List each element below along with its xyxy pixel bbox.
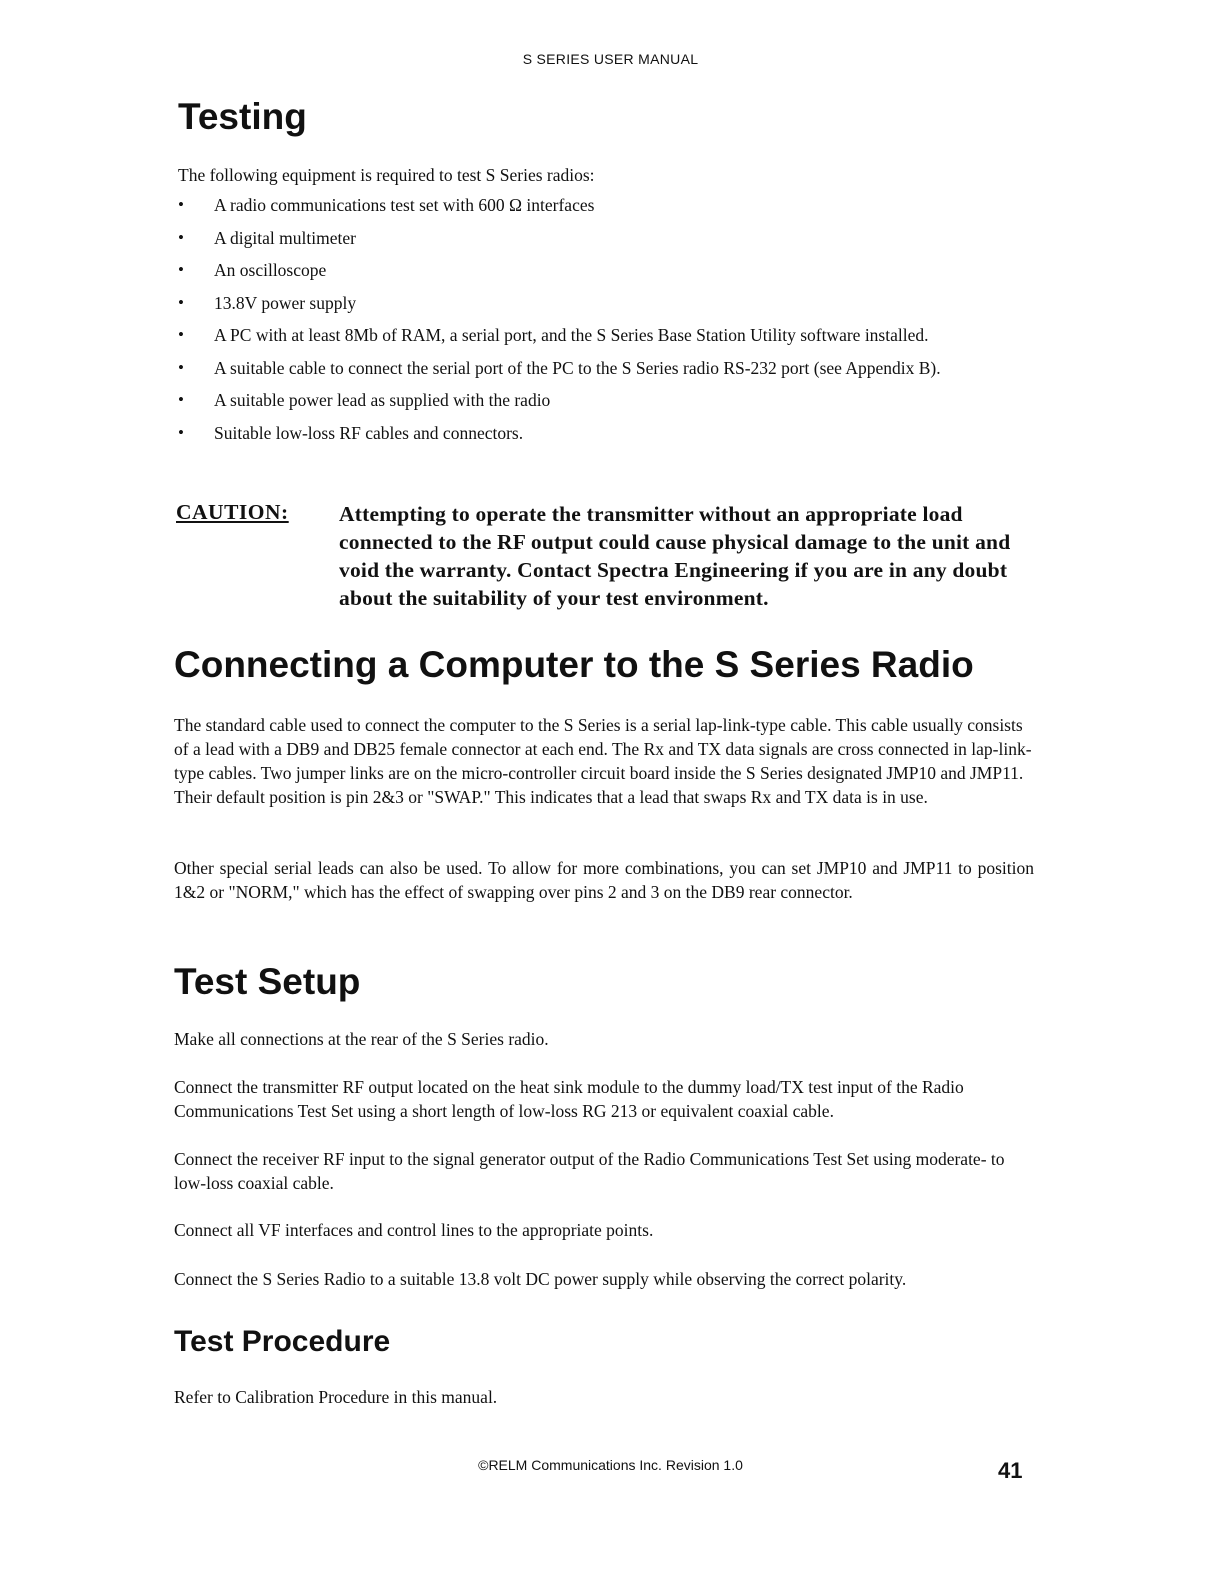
equipment-list <box>178 194 1038 454</box>
list-item-text: A digital multimeter <box>214 227 356 248</box>
bullet-icon: • <box>178 292 184 312</box>
setup-paragraph-2: Connect the transmitter RF output located on the heat sink module to the dummy load/TX test input of the Radio Communications Test Set using a short length of low-loss RG 213 or equivalent coaxial cable. <box>174 1077 964 1121</box>
connecting-paragraph-1: The standard cable used to connect the computer to the S Series is a serial lap-link-type cable. This cable usually consists of a lead with a DB9 and DB25 female connector at each end. The Rx and TX data signals are cross connected in lap-link-type cables. Two jumper links are on the micro-controller circuit board inside the S Series designated JMP10 and JMP11. Their default position is pin 2&3 or "SWAP." This indicates that a lead that swaps Rx and TX data is in use. <box>174 715 1032 807</box>
test-procedure-heading: Test Procedure <box>174 1325 391 1358</box>
list-item-text: A radio communications test set with 600 Ω interfaces <box>214 195 595 215</box>
list-item-text: A suitable cable to connect the serial port of the PC to the S Series radio RS-232 port (see Appendix B). <box>214 357 941 378</box>
footer-copyright: ©RELM Communications Inc. Revision 1.0 <box>478 1457 743 1473</box>
list-item-text: 13.8V power supply <box>214 292 357 313</box>
setup-paragraph-5: Connect the S Series Radio to a suitable 13.8 volt DC power supply while observing the correct polarity. <box>174 1269 907 1289</box>
page-header: S SERIES USER MANUAL <box>522 51 699 67</box>
caution-label: CAUTION: <box>176 500 289 524</box>
bullet-icon: • <box>178 260 184 279</box>
list-item <box>178 259 1038 281</box>
page-number: 41 <box>998 1458 1023 1483</box>
list-item-text: A suitable power lead as supplied with the radio <box>214 390 551 410</box>
list-item <box>178 292 1038 314</box>
testing-heading: Testing <box>178 96 307 137</box>
list-item <box>178 194 1038 216</box>
list-item <box>178 227 1038 249</box>
list-item-text: A PC with at least 8Mb of RAM, a serial port, and the S Series Base Station Utility software installed. <box>214 325 929 345</box>
testing-intro: The following equipment is required to test S Series radios: <box>178 165 595 185</box>
list-item-text: Suitable low-loss RF cables and connectors. <box>214 422 524 443</box>
test-setup-heading: Test Setup <box>174 961 361 1002</box>
bullet-icon: • <box>178 390 184 409</box>
list-item <box>178 422 1038 444</box>
connecting-heading: Connecting a Computer to the S Series Radio <box>174 644 974 685</box>
list-item <box>178 324 1038 346</box>
caution-text: Attempting to operate the transmitter without an appropriate load connected to the RF output could cause physical damage to the unit and void the warranty. Contact Spectra Engineering if you are in any doubt about the suitability of your test environment. <box>339 502 1011 610</box>
list-item <box>178 389 1038 411</box>
setup-paragraph-1: Make all connections at the rear of the S Series radio. <box>174 1029 549 1049</box>
procedure-paragraph: Refer to Calibration Procedure in this manual. <box>174 1387 498 1407</box>
setup-paragraph-3: Connect the receiver RF input to the signal generator output of the Radio Communications Test Set using moderate- to low-loss coaxial cable. <box>174 1149 1005 1193</box>
bullet-icon: • <box>178 227 184 247</box>
bullet-icon: • <box>178 357 184 377</box>
bullet-icon: • <box>178 195 184 214</box>
connecting-paragraph-2: Other special serial leads can also be used. To allow for more combinations, you can set JMP10 and JMP11 to position 1&2 or "NORM," which has the effect of swapping over pins 2 and 3 on the DB9 rear connector. <box>174 858 1034 902</box>
bullet-icon: • <box>178 325 184 344</box>
bullet-icon: • <box>178 422 184 442</box>
list-item <box>178 357 1038 379</box>
setup-paragraph-4: Connect all VF interfaces and control lines to the appropriate points. <box>174 1220 654 1240</box>
list-item-text: An oscilloscope <box>214 260 327 280</box>
